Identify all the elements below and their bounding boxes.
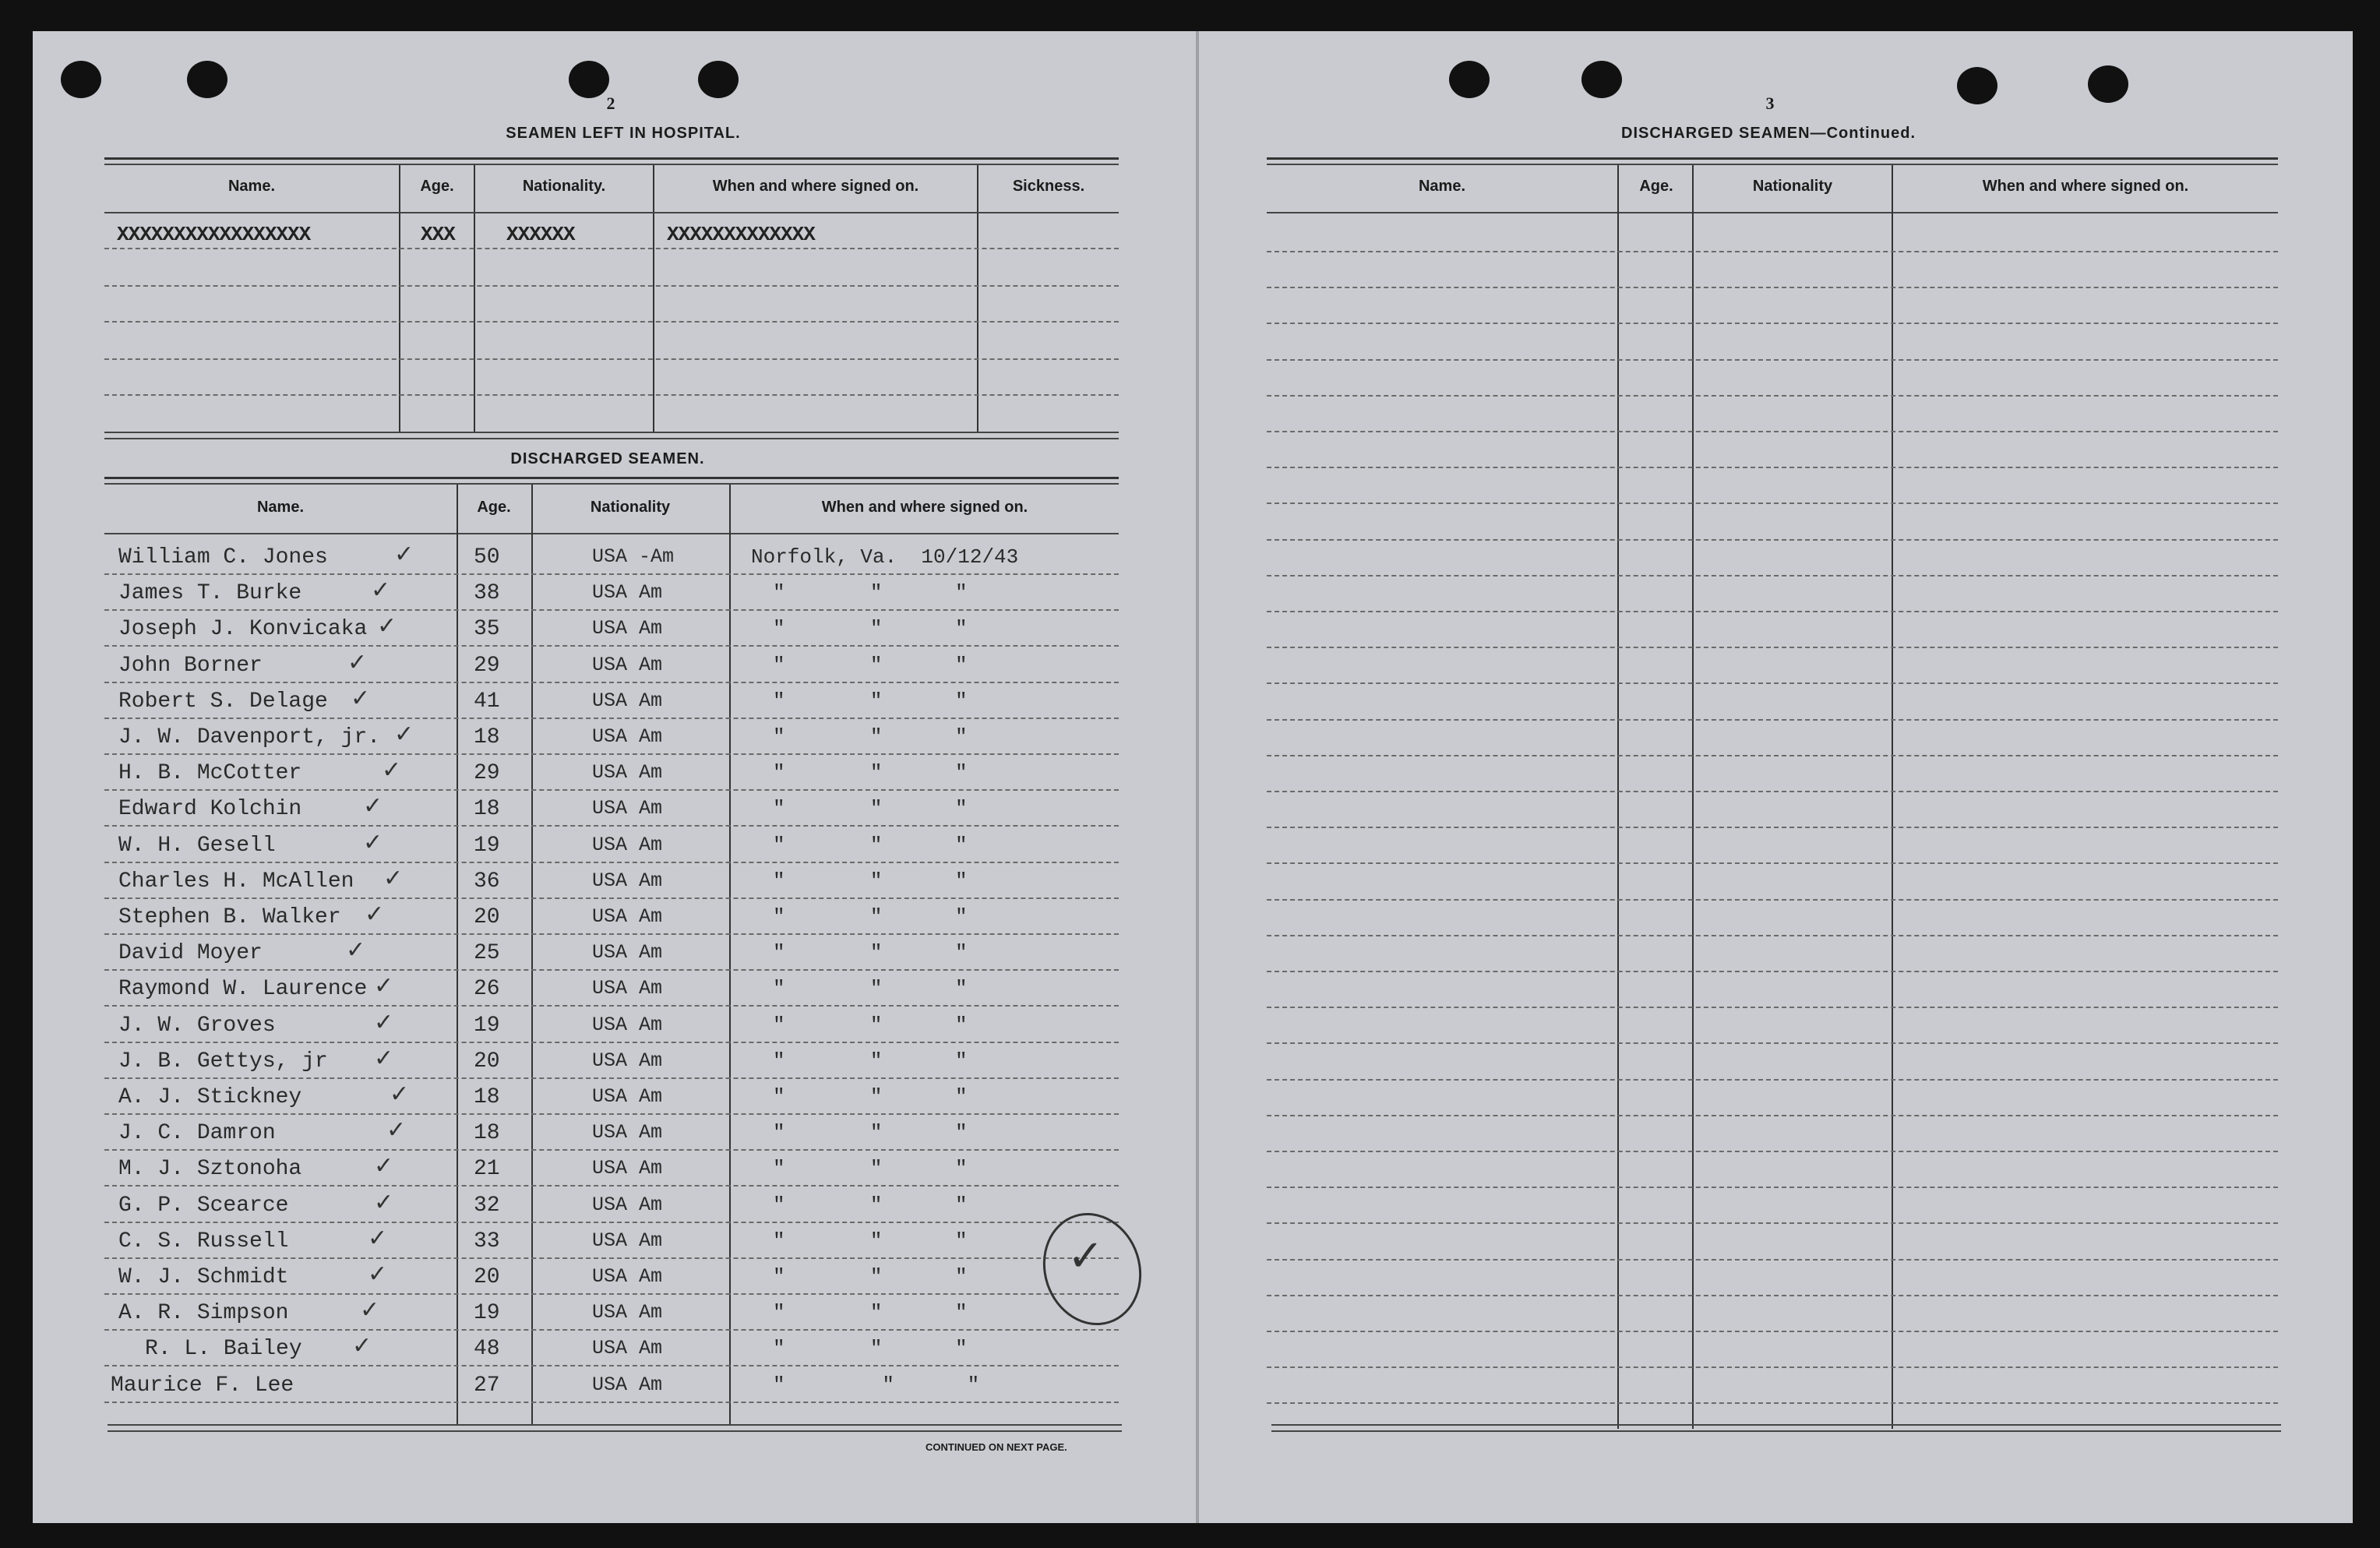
hospital-row-line: [104, 248, 1119, 249]
seaman-nationality: USA Am: [592, 1121, 663, 1144]
discharged-row-line: [104, 573, 1119, 575]
check-mark-icon: ✓: [382, 756, 402, 784]
check-mark-icon: ✓: [390, 1081, 410, 1108]
hospital-row-line: [104, 285, 1119, 287]
check-mark-icon: ✓: [351, 685, 371, 712]
seaman-age: 20: [474, 905, 500, 929]
seaman-age: 50: [474, 545, 500, 569]
page-number-right: 3: [1765, 93, 1775, 113]
right-col-divider: [1892, 165, 1893, 1429]
discharged-col-divider: [729, 485, 731, 1424]
discharged-header-nationality: Nationality: [590, 499, 671, 516]
seaman-age: 35: [474, 617, 500, 641]
seaman-name: R. L. Bailey: [145, 1337, 302, 1361]
crossed-out-age: XXX: [421, 223, 455, 246]
discharged-row-line: [104, 1005, 1119, 1007]
check-mark-icon: ✓: [386, 1116, 407, 1144]
check-mark-icon: ✓: [394, 541, 414, 568]
discharged-row-line: [104, 718, 1119, 719]
right-row-line: [1267, 251, 2278, 252]
seaman-nationality: USA Am: [592, 654, 663, 676]
hospital-header-sickness: Sickness.: [1012, 178, 1085, 195]
seaman-age: 18: [474, 725, 500, 749]
seaman-age: 27: [474, 1373, 500, 1398]
seaman-nationality: USA -Am: [592, 545, 675, 568]
seaman-age: 41: [474, 689, 500, 714]
seaman-name: Raymond W. Laurence: [118, 977, 368, 1001]
discharged-row-line: [104, 1042, 1119, 1043]
discharged-row-line: [104, 1113, 1119, 1115]
check-mark-icon: ✓: [360, 1296, 380, 1324]
right-header-age: Age.: [1639, 178, 1673, 195]
seaman-age: 20: [474, 1049, 500, 1074]
seaman-age: 33: [474, 1229, 500, 1254]
hospital-bottom-rule-2: [104, 438, 1119, 439]
check-mark-icon: ✓: [352, 1332, 372, 1359]
right-row-line: [1267, 1222, 2278, 1224]
discharged-row-line: [104, 1185, 1119, 1187]
right-row-line: [1267, 827, 2278, 828]
seaman-signed-on: " " ": [773, 977, 968, 1000]
seaman-nationality: USA Am: [592, 834, 663, 856]
seaman-signed-on: " " ": [773, 689, 968, 713]
seaman-signed-on: " " ": [773, 581, 968, 605]
check-mark-icon: ✓: [374, 1045, 394, 1072]
continued-section-title: DISCHARGED SEAMEN—Continued.: [1621, 125, 1916, 142]
seaman-age: 18: [474, 1121, 500, 1145]
seaman-name: W. J. Schmidt: [118, 1265, 289, 1289]
discharged-section-title: DISCHARGED SEAMEN.: [510, 450, 705, 467]
punch-hole: [1957, 67, 1997, 104]
discharged-bottom-rule-2: [108, 1430, 1122, 1432]
hospital-col-divider: [977, 165, 978, 432]
right-row-line: [1267, 719, 2278, 721]
seaman-signed-on: Norfolk, Va. 10/12/43: [751, 545, 1019, 569]
seaman-nationality: USA Am: [592, 1194, 663, 1216]
check-mark-icon: ✓: [363, 829, 383, 856]
discharged-header-signed-on: When and where signed on.: [821, 499, 1028, 516]
right-row-line: [1267, 647, 2278, 648]
seaman-signed-on: " " ": [773, 1085, 968, 1109]
right-row-line: [1267, 1331, 2278, 1332]
discharged-row-line: [104, 969, 1119, 971]
seaman-nationality: USA Am: [592, 1373, 663, 1396]
discharged-row-line: [104, 753, 1119, 755]
check-mark-icon: ✓: [374, 1009, 394, 1036]
seaman-name: A. J. Stickney: [118, 1085, 302, 1109]
seaman-signed-on: " " ": [773, 617, 968, 640]
seaman-age: 21: [474, 1157, 500, 1181]
seaman-nationality: USA Am: [592, 1229, 663, 1252]
seaman-age: 29: [474, 654, 500, 678]
seaman-name: J. B. Gettys, jr: [118, 1049, 328, 1074]
seaman-nationality: USA Am: [592, 797, 663, 820]
discharged-row-line: [104, 933, 1119, 935]
right-header-signed-on: When and where signed on.: [1982, 178, 2189, 195]
punch-hole: [569, 61, 609, 98]
seaman-age: 19: [474, 1301, 500, 1325]
seaman-signed-on: " " ": [773, 869, 968, 893]
discharged-row-line: [104, 645, 1119, 647]
right-row-line: [1267, 539, 2278, 541]
seaman-name: John Borner: [118, 654, 263, 678]
seaman-signed-on: " " ": [773, 761, 968, 785]
crossed-out-name: XXXXXXXXXXXXXXXXX: [117, 223, 311, 246]
seaman-age: 18: [474, 797, 500, 821]
seaman-name: J. W. Davenport, jr.: [118, 725, 381, 749]
seaman-nationality: USA Am: [592, 941, 663, 964]
right-row-line: [1267, 1115, 2278, 1116]
seaman-signed-on: " " ": [773, 1229, 968, 1253]
right-row-line: [1267, 611, 2278, 612]
hospital-top-rule: [104, 157, 1119, 160]
seaman-age: 36: [474, 869, 500, 894]
seaman-signed-on: " " ": [773, 654, 968, 677]
seaman-nationality: USA Am: [592, 977, 663, 1000]
check-mark-icon: ✓: [377, 612, 397, 640]
seaman-signed-on: " " ": [773, 1049, 968, 1073]
seaman-name: Edward Kolchin: [118, 797, 302, 821]
stamp-check-icon: ✓: [1067, 1231, 1104, 1282]
seaman-name: H. B. McCotter: [118, 761, 302, 785]
right-row-line: [1267, 971, 2278, 972]
seaman-age: 26: [474, 977, 500, 1001]
seaman-nationality: USA Am: [592, 725, 663, 748]
discharged-col-divider: [457, 485, 458, 1424]
punch-hole: [61, 61, 101, 98]
seaman-signed-on: " " ": [773, 1301, 968, 1324]
hospital-row-line: [104, 321, 1119, 323]
seaman-signed-on: " " ": [773, 905, 968, 929]
hospital-header-age: Age.: [420, 178, 454, 195]
discharged-row-line: [104, 1293, 1119, 1295]
right-row-line: [1267, 575, 2278, 577]
discharged-row-line: [104, 789, 1119, 791]
seaman-age: 32: [474, 1194, 500, 1218]
hospital-row-line: [104, 358, 1119, 360]
seaman-name: Joseph J. Konvicaka: [118, 617, 368, 641]
seaman-signed-on: " " ": [773, 1194, 968, 1217]
right-col-divider: [1617, 165, 1619, 1429]
discharged-col-divider: [531, 485, 533, 1424]
page-number-left: 2: [606, 93, 615, 113]
discharged-row-line: [104, 862, 1119, 863]
seaman-nationality: USA Am: [592, 1301, 663, 1324]
hospital-col-divider: [653, 165, 654, 432]
hospital-header-rule: [104, 212, 1119, 213]
right-row-line: [1267, 431, 2278, 432]
right-row-line: [1267, 1402, 2278, 1404]
right-row-line: [1267, 287, 2278, 288]
right-row-line: [1267, 682, 2278, 684]
hospital-col-divider: [399, 165, 400, 432]
seaman-signed-on: " " ": [773, 1265, 968, 1289]
seaman-signed-on: " " ": [773, 834, 968, 857]
seaman-signed-on: " " ": [773, 797, 968, 820]
discharged-row-line: [104, 1329, 1119, 1331]
seaman-age: 19: [474, 834, 500, 858]
check-mark-icon: ✓: [346, 936, 366, 964]
seaman-nationality: USA Am: [592, 1157, 663, 1180]
discharged-row-line: [104, 825, 1119, 827]
right-row-line: [1267, 1295, 2278, 1296]
hospital-col-divider: [474, 165, 475, 432]
right-header-rule: [1267, 212, 2278, 213]
discharged-row-line: [104, 1222, 1119, 1223]
seaman-age: 25: [474, 941, 500, 965]
discharged-row-line: [104, 1257, 1119, 1259]
seaman-nationality: USA Am: [592, 1337, 663, 1359]
seaman-name: J. W. Groves: [118, 1014, 276, 1038]
seaman-signed-on: " " ": [773, 1373, 980, 1397]
discharged-row-line: [104, 682, 1119, 683]
seaman-name: J. C. Damron: [118, 1121, 276, 1145]
right-row-line: [1267, 791, 2278, 792]
discharged-row-line: [104, 1402, 1119, 1403]
seaman-name: David Moyer: [118, 941, 263, 965]
check-mark-icon: ✓: [365, 901, 385, 928]
check-mark-icon: ✓: [368, 1225, 388, 1252]
discharged-top-rule-2: [104, 483, 1119, 485]
punch-hole: [187, 61, 227, 98]
punch-hole: [1581, 61, 1622, 98]
right-bottom-rule-2: [1271, 1430, 2281, 1432]
discharged-header-rule: [104, 533, 1119, 534]
discharged-top-rule: [104, 477, 1119, 479]
check-mark-icon: ✓: [374, 972, 394, 1000]
seaman-name: Stephen B. Walker: [118, 905, 341, 929]
seaman-signed-on: " " ": [773, 1121, 968, 1144]
right-col-divider: [1692, 165, 1694, 1429]
page-fold: [1196, 31, 1199, 1523]
seaman-signed-on: " " ": [773, 1157, 968, 1180]
right-row-line: [1267, 467, 2278, 468]
discharged-row-line: [104, 1365, 1119, 1366]
seaman-nationality: USA Am: [592, 1085, 663, 1108]
check-mark-icon: ✓: [374, 1152, 394, 1180]
seaman-name: Charles H. McAllen: [118, 869, 354, 894]
discharged-row-line: [104, 609, 1119, 611]
right-top-rule-2: [1267, 164, 2278, 165]
seaman-name: James T. Burke: [118, 581, 302, 605]
discharged-header-age: Age.: [477, 499, 511, 516]
seaman-age: 19: [474, 1014, 500, 1038]
seaman-nationality: USA Am: [592, 1049, 663, 1072]
hospital-top-rule-2: [104, 164, 1119, 165]
seaman-name: A. R. Simpson: [118, 1301, 289, 1325]
right-top-rule: [1267, 157, 2278, 160]
punch-hole: [2088, 65, 2128, 103]
seaman-age: 20: [474, 1265, 500, 1289]
seaman-name: C. S. Russell: [118, 1229, 289, 1254]
hospital-row-line: [104, 394, 1119, 396]
seaman-signed-on: " " ": [773, 941, 968, 964]
right-row-line: [1267, 395, 2278, 397]
seaman-age: 48: [474, 1337, 500, 1361]
check-mark-icon: ✓: [383, 865, 404, 892]
right-row-line: [1267, 502, 2278, 504]
seaman-signed-on: " " ": [773, 1014, 968, 1037]
hospital-header-signed-on: When and where signed on.: [712, 178, 919, 195]
seaman-nationality: USA Am: [592, 1265, 663, 1288]
discharged-bottom-rule: [108, 1424, 1122, 1426]
seaman-nationality: USA Am: [592, 689, 663, 712]
seaman-age: 18: [474, 1085, 500, 1109]
right-row-line: [1267, 1151, 2278, 1152]
right-row-line: [1267, 935, 2278, 936]
right-row-line: [1267, 862, 2278, 864]
check-mark-icon: ✓: [347, 649, 368, 676]
check-mark-icon: ✓: [374, 1189, 394, 1216]
seaman-nationality: USA Am: [592, 905, 663, 928]
seaman-nationality: USA Am: [592, 761, 663, 784]
right-row-line: [1267, 1079, 2278, 1081]
seaman-name: Maurice F. Lee: [111, 1373, 294, 1398]
discharged-header-name: Name.: [256, 499, 305, 516]
seaman-name: M. J. Sztonoha: [118, 1157, 302, 1181]
seaman-name: William C. Jones: [118, 545, 328, 569]
right-row-line: [1267, 899, 2278, 901]
right-bottom-rule: [1271, 1424, 2281, 1426]
seaman-name: W. H. Gesell: [118, 834, 276, 858]
seaman-nationality: USA Am: [592, 617, 663, 640]
right-row-line: [1267, 1187, 2278, 1188]
hospital-section-title: SEAMEN LEFT IN HOSPITAL.: [506, 125, 741, 142]
right-row-line: [1267, 359, 2278, 361]
seaman-name: G. P. Scearce: [118, 1194, 289, 1218]
right-row-line: [1267, 755, 2278, 756]
right-header-nationality: Nationality: [1752, 178, 1833, 195]
right-page: [1196, 31, 2353, 1523]
right-row-line: [1267, 1259, 2278, 1261]
seaman-nationality: USA Am: [592, 581, 663, 604]
right-row-line: [1267, 1007, 2278, 1008]
check-mark-icon: ✓: [368, 1261, 388, 1288]
discharged-row-line: [104, 897, 1119, 899]
seaman-name: Robert S. Delage: [118, 689, 328, 714]
seaman-signed-on: " " ": [773, 1337, 968, 1360]
seaman-nationality: USA Am: [592, 869, 663, 892]
seaman-signed-on: " " ": [773, 725, 968, 749]
hospital-header-name: Name.: [227, 178, 276, 195]
crossed-out-nationality: XXXXXX: [506, 223, 575, 246]
punch-hole: [698, 61, 739, 98]
hospital-bottom-rule: [104, 432, 1119, 433]
discharged-row-line: [104, 1077, 1119, 1079]
right-row-line: [1267, 1042, 2278, 1044]
right-row-line: [1267, 323, 2278, 324]
check-mark-icon: ✓: [371, 577, 391, 604]
crossed-out-signed-on: XXXXXXXXXXXXX: [667, 223, 815, 246]
right-row-line: [1267, 1366, 2278, 1368]
hospital-header-nationality: Nationality.: [522, 178, 606, 195]
check-mark-icon: ✓: [394, 721, 414, 748]
punch-hole: [1449, 61, 1490, 98]
check-mark-icon: ✓: [363, 792, 383, 820]
right-header-name: Name.: [1418, 178, 1466, 195]
discharged-row-line: [104, 1149, 1119, 1151]
seaman-age: 29: [474, 761, 500, 785]
seaman-age: 38: [474, 581, 500, 605]
seaman-nationality: USA Am: [592, 1014, 663, 1036]
continued-footer: CONTINUED ON NEXT PAGE.: [926, 1441, 1067, 1453]
